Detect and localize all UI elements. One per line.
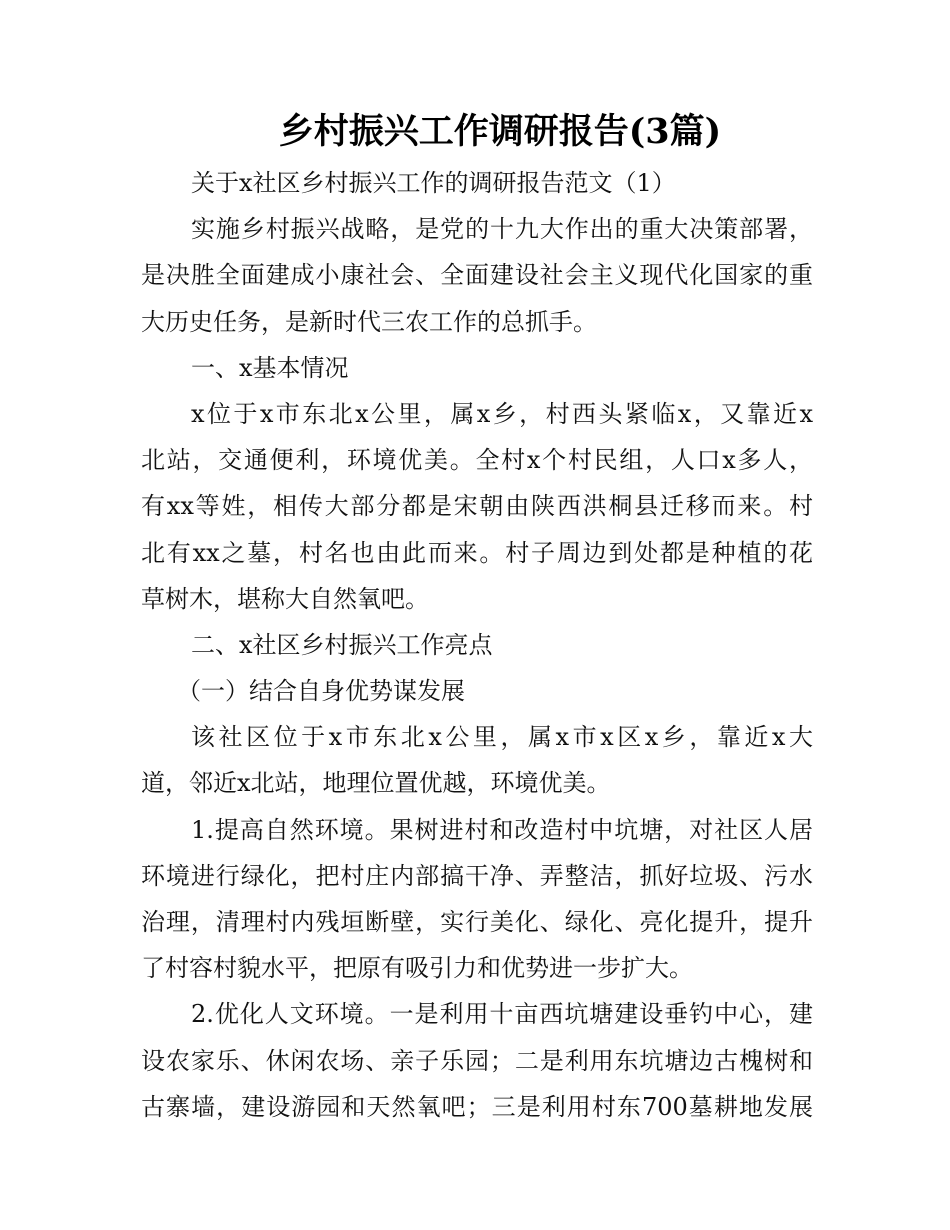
paragraph-line: 是决胜全面建成小康社会、全面建设社会主义现代化国家的重 <box>141 261 813 290</box>
paragraph-line: 环境进行绿化，把村庄内部搞干净、弄整洁，抓好垃圾、污水 <box>141 861 813 890</box>
paragraph-line: 治理，清理村内残垣断壁，实行美化、绿化、亮化提升，提升 <box>141 908 813 936</box>
paragraph-line: 大历史任务，是新时代三农工作的总抓手。 <box>141 307 597 336</box>
paragraph-line: 设农家乐、休闲农场、亲子乐园；二是利用东坑塘边古槐树和 <box>141 1046 813 1075</box>
paragraph-line: x位于x市东北x公里，属x乡，村西头紧临x，又靠近x <box>191 399 813 428</box>
paragraph-line: 北站，交通便利，环境优美。全村x个村民组，人口x多人， <box>141 446 813 475</box>
paragraph-line: 实施乡村振兴战略，是党的十九大作出的重大决策部署， <box>191 215 813 244</box>
paragraph-line: 该社区位于x市东北x公里，属x市x区x乡，靠近x大 <box>191 723 813 752</box>
paragraph-line: 1.提高自然环境。果树进村和改造村中坑塘，对社区人居 <box>191 815 813 844</box>
section-heading: 一、x基本情况 <box>191 353 349 382</box>
subsection-heading: （一）结合自身优势谋发展 <box>177 677 465 706</box>
paragraph-line: 北有xx之墓，村名也由此而来。村子周边到处都是种植的花 <box>141 538 813 567</box>
paragraph-line: 道，邻近x北站，地理位置优越，环境优美。 <box>141 769 611 798</box>
document-body <box>141 160 813 1130</box>
paragraph-line: 有xx等姓，相传大部分都是宋朝由陕西洪桐县迁移而来。村 <box>141 492 813 521</box>
paragraph-line: 草树木，堪称大自然氧吧。 <box>141 584 429 613</box>
paragraph-line: 了村容村貌水平，把原有吸引力和优势进一步扩大。 <box>141 954 693 983</box>
document-title: 乡村振兴工作调研报告(3篇) <box>278 111 722 152</box>
section-heading: 二、x社区乡村振兴工作亮点 <box>191 630 493 659</box>
paragraph-line: 2.优化人文环境。一是利用十亩西坑塘建设垂钓中心，建 <box>191 1000 813 1029</box>
paragraph-line: 古寨墙，建设游园和天然氧吧；三是利用村东700墓耕地发展 <box>141 1092 813 1121</box>
paragraph-line: 关于x社区乡村振兴工作的调研报告范文（1） <box>191 169 676 197</box>
